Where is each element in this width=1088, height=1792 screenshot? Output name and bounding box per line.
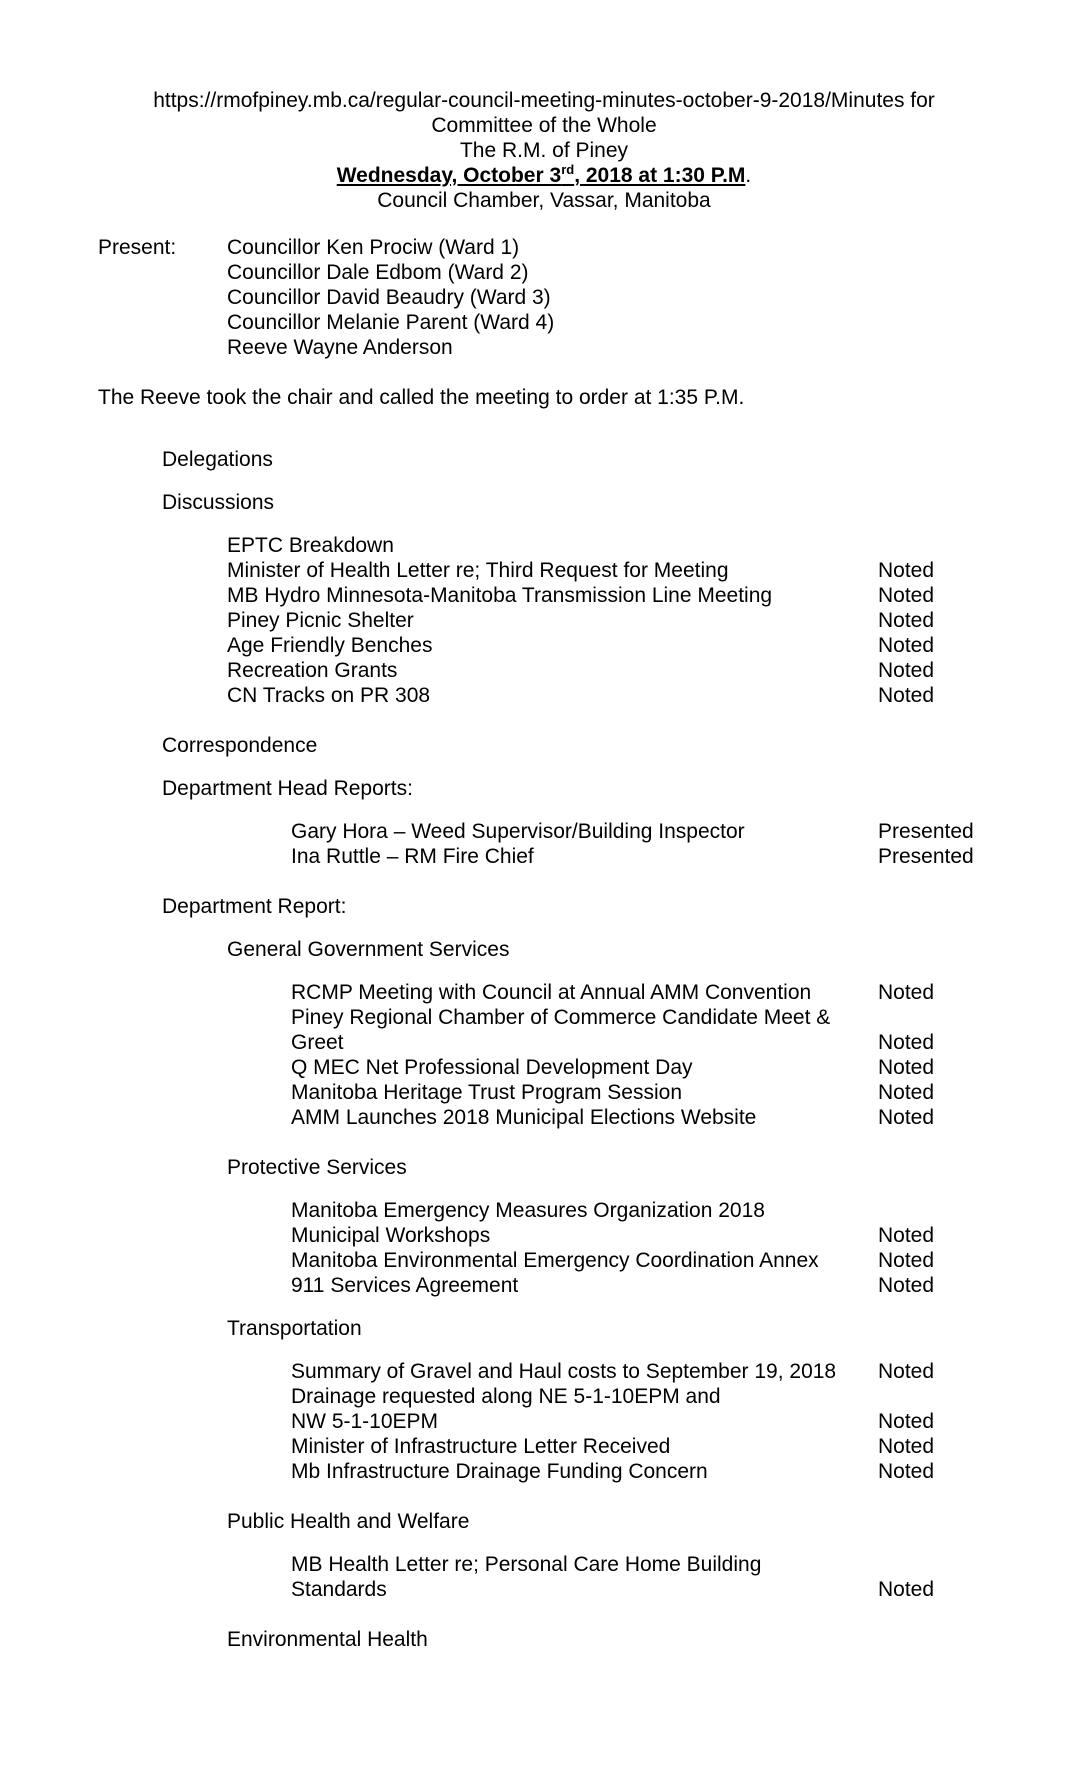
call-to-order: The Reeve took the chair and called the meeting to order at 1:35 P.M. [98,386,745,409]
item-status: Presented [878,820,974,843]
item-status: Noted [878,1106,935,1129]
meeting-date-prefix: Wednesday, October 3 [336,164,562,187]
section-title-department-head-reports: Department Head Reports: [162,777,413,800]
subsection-title-protective-services: Protective Services [227,1156,407,1179]
report-item: Manitoba Heritage Trust Program Session [291,1081,683,1104]
report-item: Gary Hora – Weed Supervisor/Building Inspector [291,820,745,843]
meeting-location: Council Chamber, Vassar, Manitoba [377,189,711,212]
discussion-item: Recreation Grants [227,659,398,682]
discussion-item: MB Hydro Minnesota-Manitoba Transmission Line Meeting [227,584,773,607]
item-status: Noted [878,609,935,632]
meeting-date-text [337,164,746,187]
section-title-department-report: Department Report: [162,895,347,918]
subsection-title-general-government: General Government Services [227,938,510,961]
item-status: Noted [878,634,935,657]
item-status: Noted [878,1578,935,1601]
item-status: Noted [878,684,935,707]
section-title-discussions: Discussions [162,491,275,514]
item-status: Noted [878,1460,935,1483]
present-member: Reeve Wayne Anderson [227,336,453,359]
subsection-title-transportation: Transportation [227,1317,362,1340]
meeting-date [0,163,1088,188]
report-item: Mb Infrastructure Drainage Funding Concern [291,1460,708,1483]
report-item: Manitoba Environmental Emergency Coordination Annex [291,1249,819,1272]
present-member: Councillor David Beaudry (Ward 3) [227,286,551,309]
present-member: Councillor Melanie Parent (Ward 4) [227,311,555,334]
item-status: Noted [878,559,935,582]
municipality-name: The R.M. of Piney [459,139,629,162]
meeting-date-suffix: , 2018 at 1:30 P.M [574,164,746,187]
report-item: Manitoba Emergency Measures Organization 2018 [291,1199,765,1222]
item-status: Noted [878,1435,935,1458]
report-item-continued: Standards [291,1578,387,1601]
present-member: Councillor Dale Edbom (Ward 2) [227,261,529,284]
report-item-continued: Greet [291,1031,344,1054]
meeting-date-period: . [745,164,752,187]
present-label: Present: [98,236,177,259]
discussion-item: EPTC Breakdown [227,534,394,557]
item-status: Noted [878,981,935,1004]
item-status: Noted [878,1056,935,1079]
report-item: 911 Services Agreement [291,1274,519,1297]
item-status: Noted [878,659,935,682]
report-item: MB Health Letter re; Personal Care Home Building [291,1553,762,1576]
discussion-item: Piney Picnic Shelter [227,609,414,632]
discussion-item: CN Tracks on PR 308 [227,684,431,707]
report-item: RCMP Meeting with Council at Annual AMM Convention [291,981,812,1004]
discussion-item: Minister of Health Letter re; Third Request for Meeting [227,559,729,582]
item-status: Noted [878,1031,935,1054]
item-status: Noted [878,1224,935,1247]
subsection-title-public-health: Public Health and Welfare [227,1510,470,1533]
item-status: Noted [878,1249,935,1272]
committee-name: Committee of the Whole [431,114,657,137]
item-status: Presented [878,845,974,868]
discussion-item: Age Friendly Benches [227,634,433,657]
report-item: AMM Launches 2018 Municipal Elections Website [291,1106,757,1129]
meeting-date-ordinal: rd [561,162,575,177]
item-status: Noted [878,1410,935,1433]
document-header [0,88,1088,213]
report-item: Drainage requested along NE 5-1-10EPM and [291,1385,721,1408]
present-list [227,235,554,360]
report-item-continued: NW 5-1-10EPM [291,1410,439,1433]
subsection-title-environmental-health: Environmental Health [227,1628,428,1651]
report-item: Q MEC Net Professional Development Day [291,1056,693,1079]
source-url-line: https://rmofpiney.mb.ca/regular-council-meeting-minutes-october-9-2018/Minutes for [153,89,935,112]
report-item: Minister of Infrastructure Letter Received [291,1435,671,1458]
item-status: Noted [878,584,935,607]
section-title-delegations: Delegations [162,448,273,471]
report-item-continued: Municipal Workshops [291,1224,491,1247]
report-item: Summary of Gravel and Haul costs to September 19, 2018 [291,1360,837,1383]
present-member: Councillor Ken Prociw (Ward 1) [227,236,520,259]
item-status: Noted [878,1274,935,1297]
section-title-correspondence: Correspondence [162,734,318,757]
report-item: Piney Regional Chamber of Commerce Candidate Meet & [291,1006,831,1029]
item-status: Noted [878,1081,935,1104]
item-status: Noted [878,1360,935,1383]
report-item: Ina Ruttle – RM Fire Chief [291,845,534,868]
